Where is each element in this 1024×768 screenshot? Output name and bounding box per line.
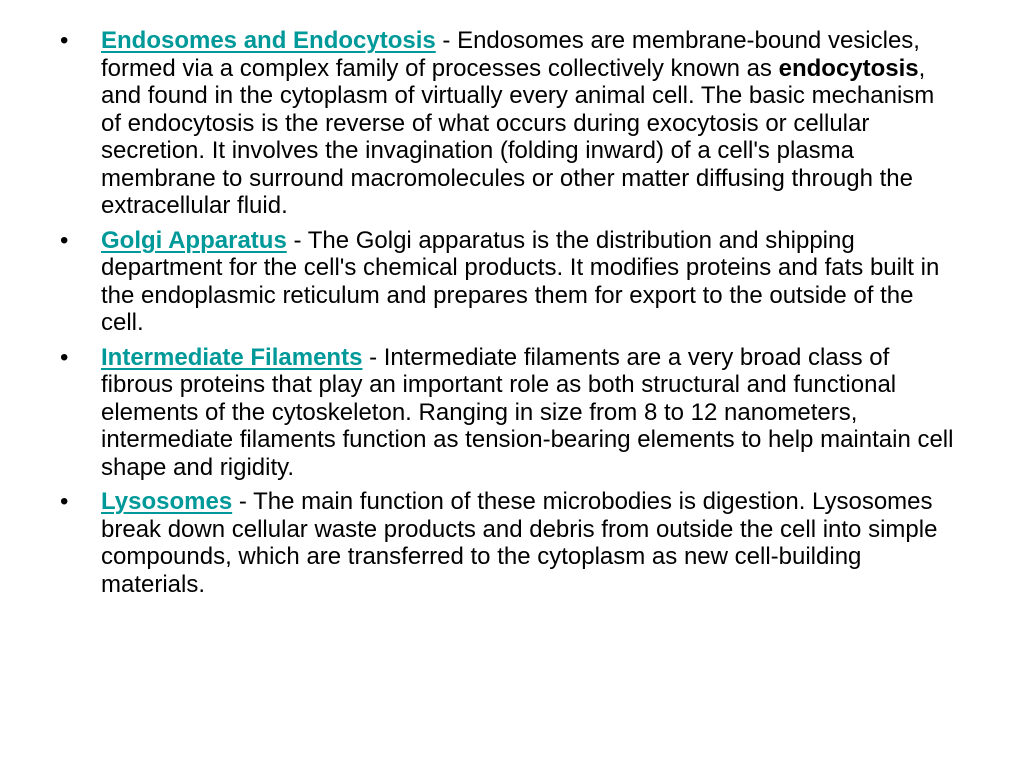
item-description: - The Golgi apparatus is the distribution and shipping department for the cell's chemical products. It modifies proteins and fats built in the endoplasmic reticulum and prepares them for export to the outside of the cell. <box>101 226 940 336</box>
item-description: - Endosomes are membrane-bound vesicles, formed via a complex family of processes collectively known as <box>101 27 920 82</box>
emphasis-endocytosis: endocytosis <box>778 54 919 82</box>
link-endosomes-and-endocytosis[interactable]: Endosomes and Endocytosis <box>101 27 436 54</box>
item-description-continued: , and found in the cytoplasm of virtually every animal cell. The basic mechanism of endocytosis is the reverse of what occurs during exocytosis or cellular secretion. It involves the invagination (folding inward) of a cell's plasma membrane to surround macromolecules or other matter diffusing through the extracellular fluid. <box>101 54 935 219</box>
item-description: - The main function of these microbodies is digestion. Lysosomes break down cellular waste products and debris from outside the cell into simple compounds, which are transferred to the cytoplasm as new cell-building materials. <box>101 488 938 598</box>
list-item-endosomes <box>60 27 960 220</box>
link-lysosomes[interactable]: Lysosomes <box>101 488 233 515</box>
list-item-golgi <box>60 227 960 337</box>
bullet-icon: • <box>60 343 69 371</box>
list-item-lysosomes <box>60 488 960 598</box>
bullet-icon: • <box>60 226 69 254</box>
link-golgi-apparatus[interactable]: Golgi Apparatus <box>101 226 287 254</box>
link-intermediate-filaments[interactable]: Intermediate Filaments <box>101 343 363 371</box>
item-description: - Intermediate filaments are a very broad class of fibrous proteins that play an important role as both structural and functional elements of the cytoskeleton. Ranging in size from 8 to 12 nanometers, intermediate filaments function as tension-bearing elements to help maintain cell shape and rigidity. <box>101 343 954 481</box>
bullet-icon: • <box>60 488 69 515</box>
list-item-intermediate-filaments <box>60 344 960 482</box>
organelle-bullet-list <box>60 27 960 605</box>
bullet-icon: • <box>60 27 69 54</box>
